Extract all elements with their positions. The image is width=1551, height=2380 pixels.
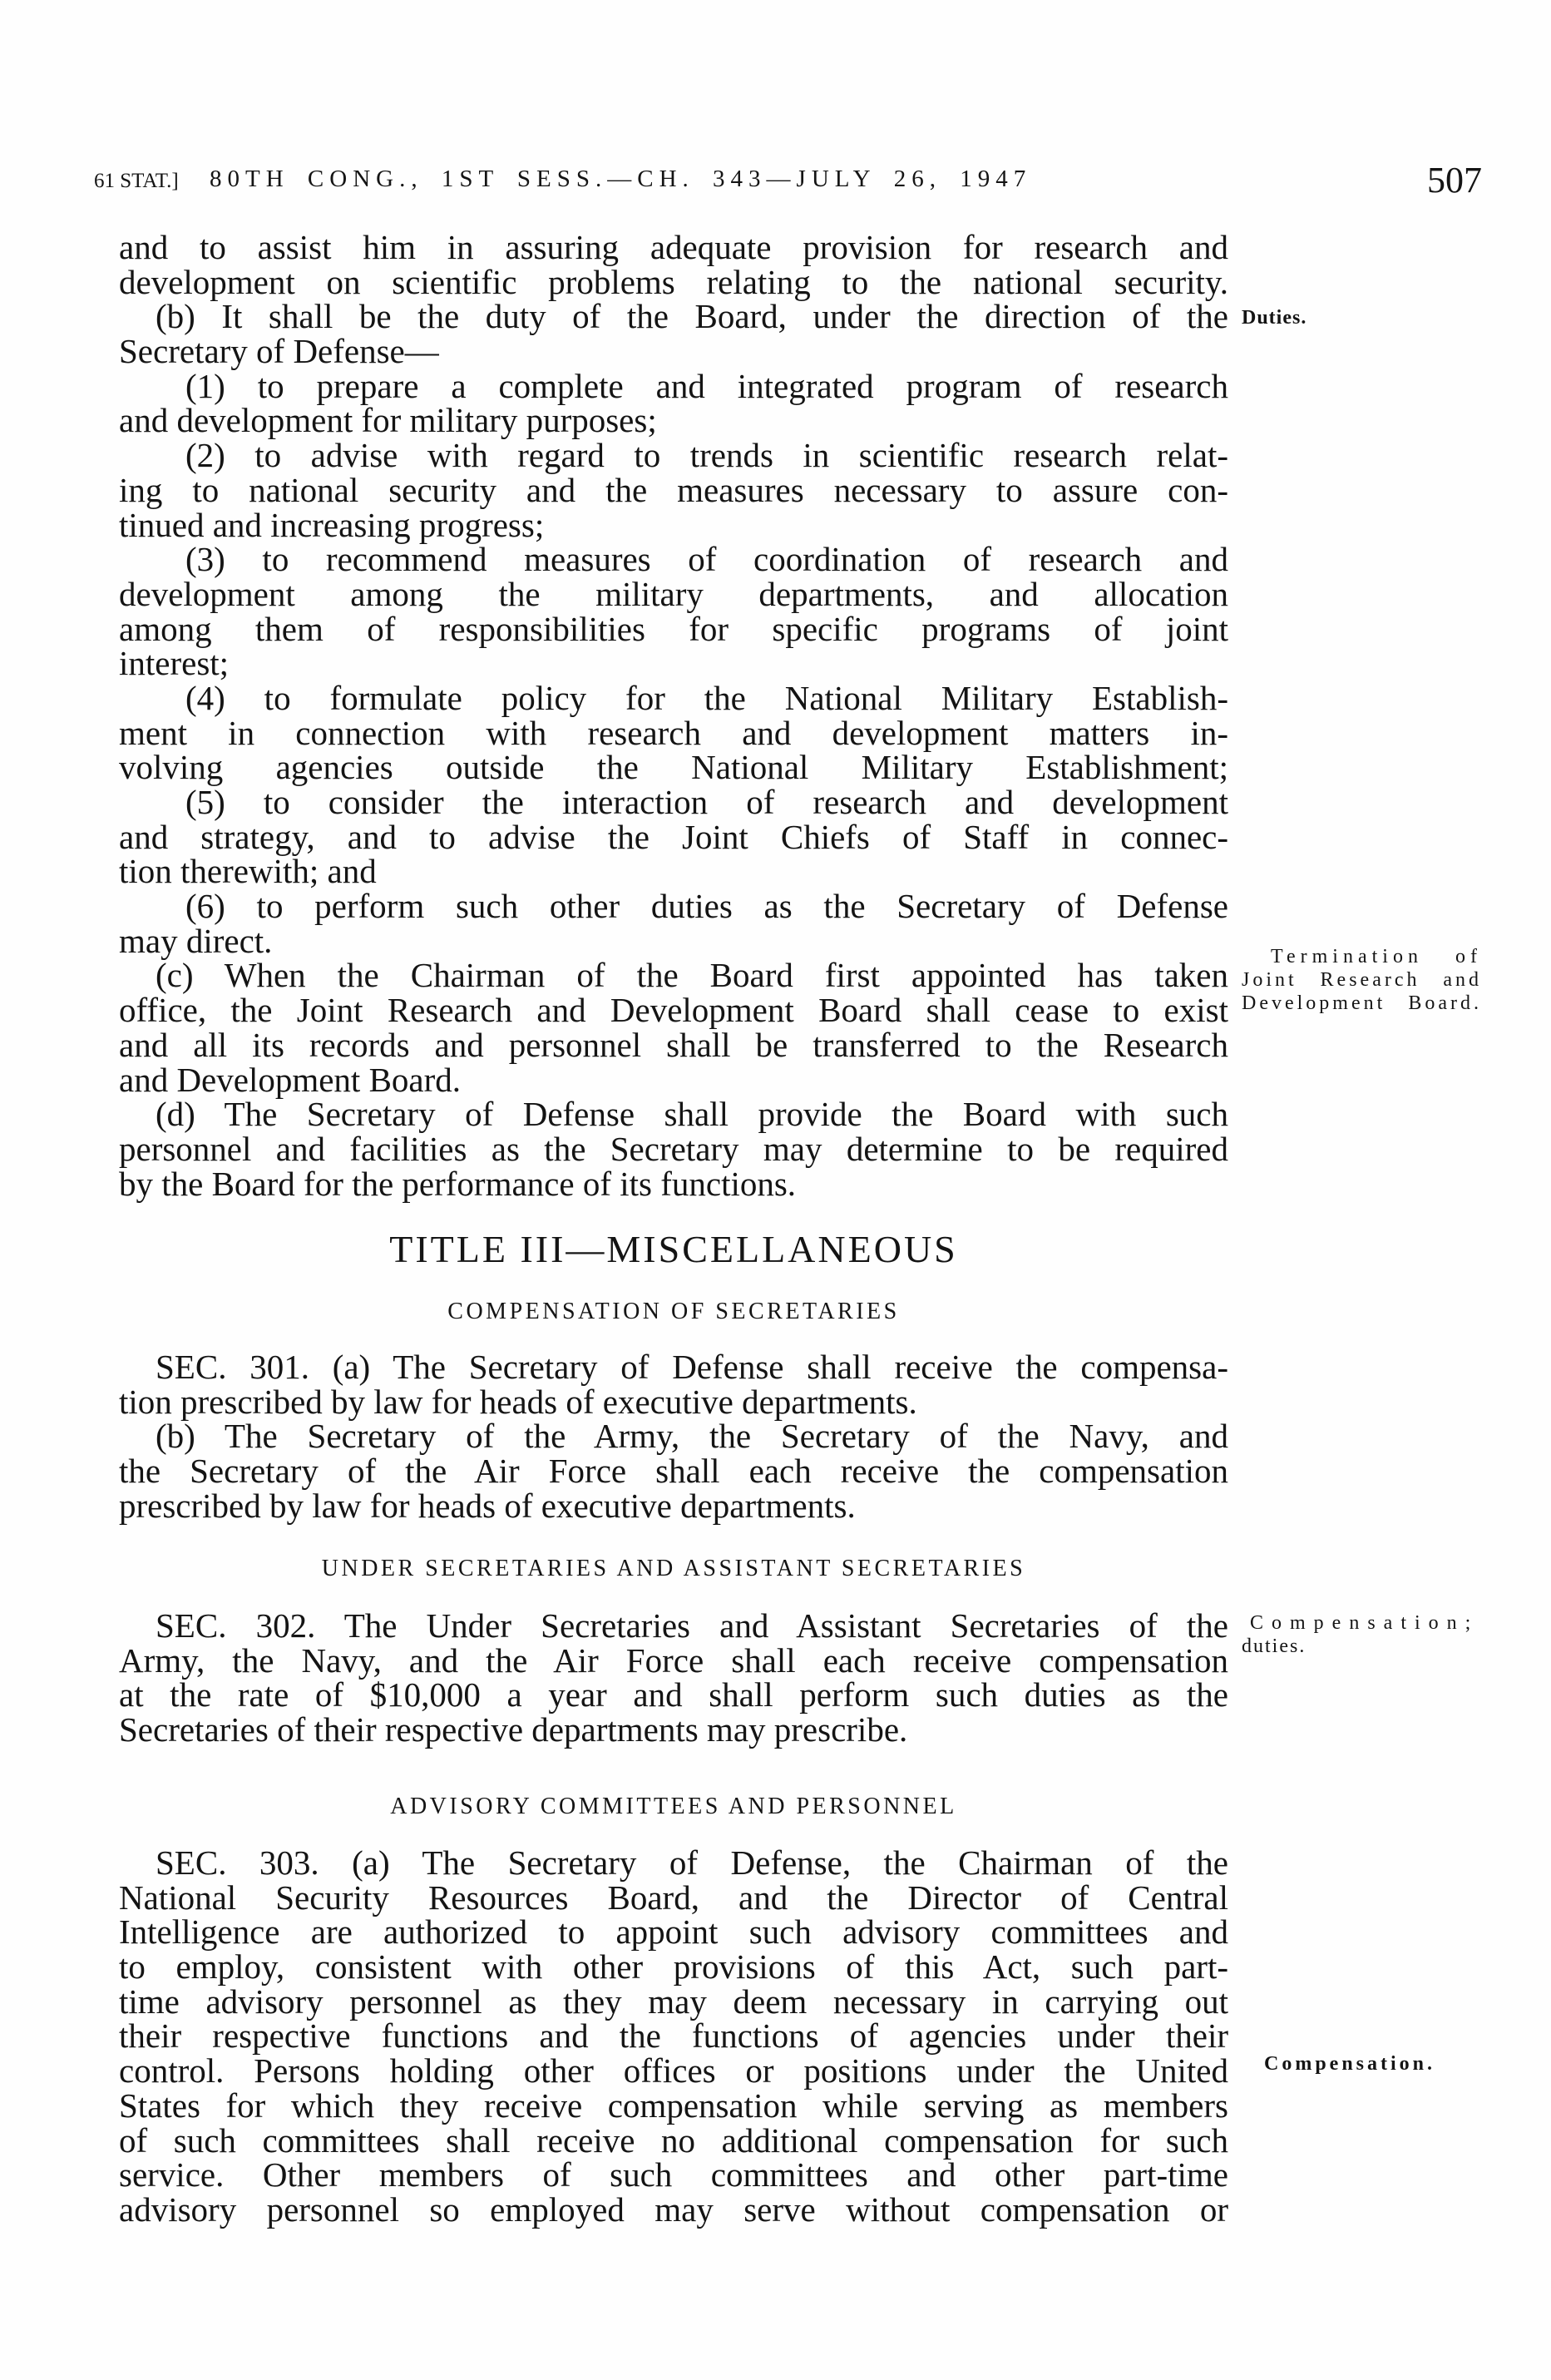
- text-line: and strategy, and to advise the Joint Chiefs of Staff in connec-: [119, 817, 1228, 856]
- text-line: may direct.: [119, 921, 273, 960]
- text-line: office, the Joint Research and Development Board shall cease to exist: [119, 991, 1228, 1030]
- margin-note-duties: Duties.: [1242, 307, 1307, 329]
- text-line: SEC. 303. (a) The Secretary of Defense, the Chairman of the: [156, 1843, 1228, 1882]
- margin-note-line: duties.: [1242, 1635, 1306, 1657]
- section-heading: UNDER SECRETARIES AND ASSISTANT SECRETARIES: [321, 1556, 1026, 1581]
- text-line: development among the military departments, and allocation: [119, 574, 1228, 613]
- margin-note-line: Compensation;: [1250, 1612, 1479, 1634]
- text-line: National Security Resources Board, and the Director of Central: [119, 1878, 1228, 1917]
- text-line: tion therewith; and: [119, 852, 377, 891]
- text-line: and development for military purposes;: [119, 401, 657, 440]
- text-line: interest;: [119, 644, 230, 683]
- text-line: Secretary of Defense—: [119, 332, 439, 371]
- text-line: Army, the Navy, and the Air Force shall each receive compensation: [119, 1640, 1228, 1680]
- text-line: tinued and increasing progress;: [119, 505, 545, 544]
- text-line: (6) to perform such other duties as the Secretary of Defense: [185, 887, 1228, 926]
- section-heading: ADVISORY COMMITTEES AND PERSONNEL: [390, 1794, 957, 1819]
- text-line: tion prescribed by law for heads of executive departments.: [119, 1382, 917, 1421]
- margin-note-line: Joint Research and: [1242, 969, 1482, 991]
- text-line: (5) to consider the interaction of research and development: [185, 783, 1228, 821]
- text-line: of such committees shall receive no additional compensation for such: [119, 2120, 1228, 2160]
- text-line: at the rate of $10,000 a year and shall perform such duties as the: [119, 1675, 1228, 1714]
- session-chapter-date: 80TH CONG., 1ST SESS.—CH. 343—JULY 26, 1947: [210, 166, 1032, 192]
- text-line: control. Persons holding other offices or positions under the United: [119, 2051, 1228, 2091]
- text-line: development on scientific problems relating to the national security.: [119, 262, 1228, 301]
- text-line: by the Board for the performance of its functions.: [119, 1164, 797, 1203]
- text-line: personnel and facilities as the Secretary may determine to be required: [119, 1129, 1228, 1168]
- margin-note-compensation: Compensation.: [1264, 2053, 1436, 2075]
- title-heading: TITLE III—MISCELLANEOUS: [389, 1228, 958, 1270]
- section-302-text: [119, 1606, 1228, 1749]
- text-line: to employ, consistent with other provisions of this Act, such part-: [119, 1947, 1228, 1987]
- margin-note-line: Development Board.: [1242, 992, 1482, 1014]
- section-heading: COMPENSATION OF SECRETARIES: [447, 1299, 900, 1324]
- text-line: time advisory personnel as they may deem necessary in carrying out: [119, 1982, 1228, 2021]
- text-line: and Development Board.: [119, 1060, 462, 1099]
- text-line: service. Other members of such committees and other part-time: [119, 2155, 1228, 2194]
- text-line: the Secretary of the Air Force shall each receive the compensation: [119, 1452, 1228, 1491]
- margin-note-termination: [1242, 945, 1482, 1015]
- text-line: Secretaries of their respective departments may prescribe.: [119, 1710, 908, 1749]
- page-number: 507: [1427, 160, 1482, 200]
- text-line: ment in connection with research and development matters in-: [119, 713, 1228, 752]
- text-line: (3) to recommend measures of coordination of research and: [185, 540, 1228, 579]
- volume-citation: 61 STAT.]: [94, 170, 179, 192]
- text-line: SEC. 301. (a) The Secretary of Defense shall receive the compensa-: [156, 1348, 1228, 1386]
- text-line: (c) When the Chairman of the Board first appointed has taken: [156, 956, 1228, 995]
- text-line: prescribed by law for heads of executive departments.: [119, 1486, 856, 1525]
- text-line: (2) to advise with regard to trends in scientific research relat-: [185, 436, 1228, 475]
- margin-note-line: Termination of: [1271, 946, 1482, 967]
- text-line: and to assist him in assuring adequate provision for research and: [119, 228, 1228, 266]
- text-line: advisory personnel so employed may serve without compensation or: [119, 2190, 1228, 2229]
- text-line: Intelligence are authorized to appoint such advisory committees and: [119, 1912, 1228, 1952]
- text-line: their respective functions and the functions of agencies under their: [119, 2016, 1228, 2056]
- text-line: (b) It shall be the duty of the Board, under the direction of the: [156, 297, 1228, 336]
- text-line: among them of responsibilities for specific programs of joint: [119, 609, 1228, 648]
- text-line: (1) to prepare a complete and integrated program of research: [185, 366, 1228, 405]
- text-line: (d) The Secretary of Defense shall provide the Board with such: [156, 1095, 1228, 1134]
- margin-note-compensation-duties: [1242, 1611, 1482, 1658]
- text-line: States for which they receive compensation while serving as members: [119, 2086, 1228, 2125]
- text-line: and all its records and personnel shall be transferred to the Research: [119, 1025, 1228, 1064]
- text-line: SEC. 302. The Under Secretaries and Assistant Secretaries of the: [156, 1606, 1228, 1645]
- text-line: (4) to formulate policy for the National Military Establish-: [185, 678, 1228, 717]
- text-line: volving agencies outside the National Military Establishment;: [119, 748, 1228, 787]
- text-line: ing to national security and the measures necessary to assure con-: [119, 470, 1228, 509]
- section-301-text: [119, 1350, 1228, 1523]
- section-303-text: [119, 1843, 1228, 2229]
- text-line: (b) The Secretary of the Army, the Secretary of the Navy, and: [156, 1417, 1228, 1456]
- section-duties-text: [119, 230, 1228, 1201]
